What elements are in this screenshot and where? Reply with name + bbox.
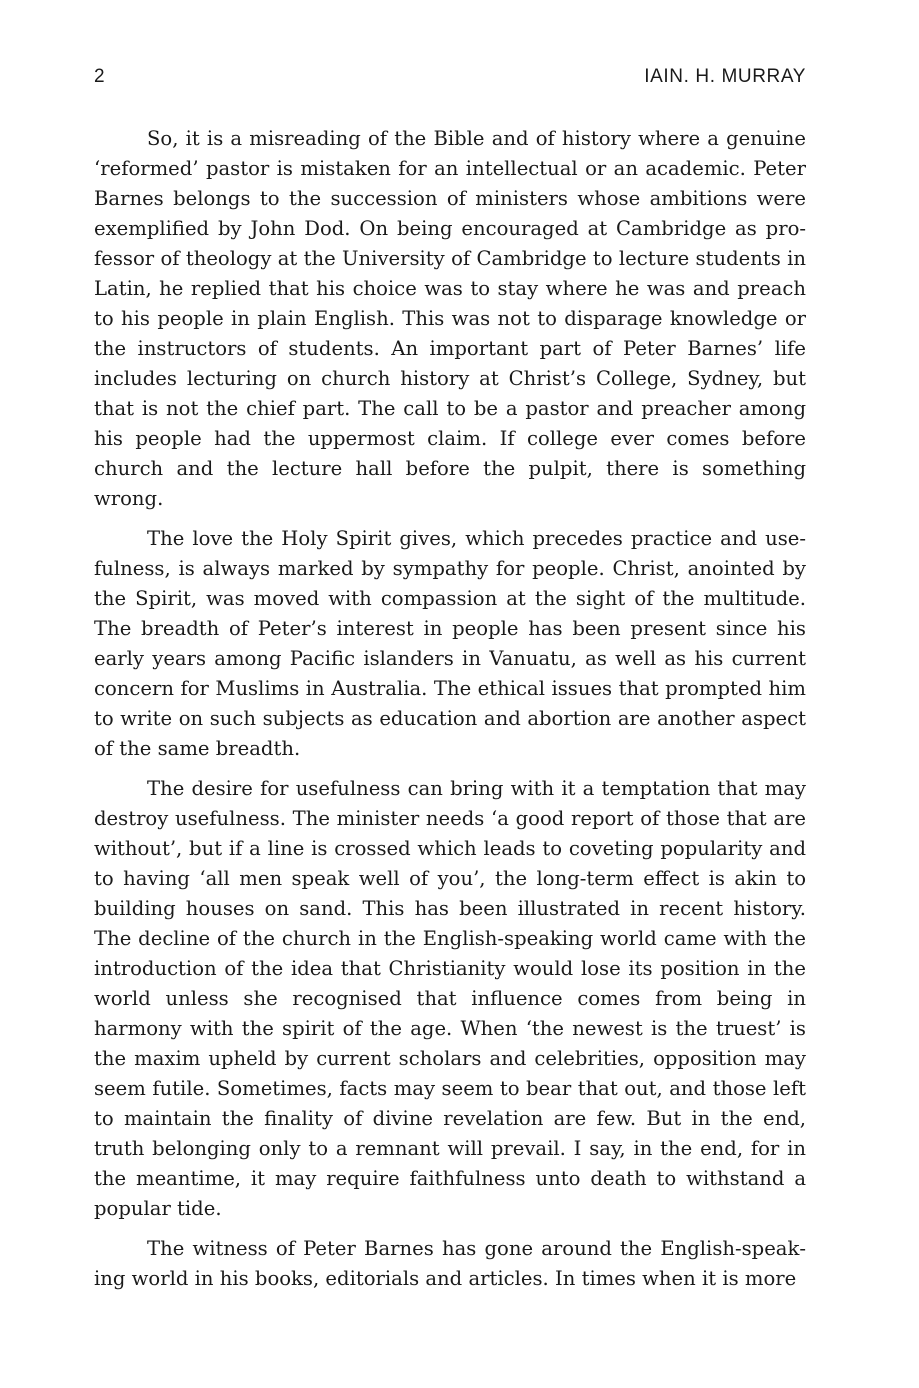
paragraph: The desire for usefulness can bring with it a temptation that may destroy usefulness. The minister needs ‘a good report of those that are without’, but if a line is crossed which leads to coveting popularity and to having ‘all men speak well of you’, the long-term effect is akin to building houses on sand. This has been illustrated in recent history. The decline of the church in the English-speaking world came with the introduction of the idea that Christianity would lose its position in the world unless she recognised that influence comes from being in harmony with the spirit of the age. When ‘the newest is the truest’ is the maxim upheld by current scholars and celebrities, opposition may seem futile. Sometimes, facts may seem to bear that out, and those left to maintain the finality of divine revelation are few. But in the end, truth belonging only to a remnant will prevail. I say, in the end, for in the meantime, it may require faithfulness unto death to withstand a popular tide.: [94, 777, 806, 1220]
paragraph: The witness of Peter Barnes has gone around the English-speaking world in his books, editorials and articles. In times when it is more: [94, 1237, 806, 1290]
paragraph: The love the Holy Spirit gives, which precedes practice and usefulness, is always marked by sympathy for people. Christ, anointed by the Spirit, was moved with compassion at the sight of the multitude. The breadth of Peter’s interest in people has been present since his early years among Pacific islanders in Vanuatu, as well as his current concern for Muslims in Australia. The ethical issues that prompted him to write on such subjects as education and abortion are another aspect of the same breadth.: [94, 527, 806, 760]
running-head: [94, 66, 806, 94]
running-title: IAIN. H. MURRAY: [644, 66, 806, 87]
page-number: 2: [94, 66, 106, 87]
paragraph: So, it is a misreading of the Bible and of history where a genuine ‘reformed’ pastor is mistaken for an intellectual or an academic. Peter Barnes belongs to the succession of ministers whose ambitions were exemplified by John Dod. On being encouraged at Cambridge as professor of theology at the University of Cambridge to lecture students in Latin, he replied that his choice was to stay where he was and preach to his people in plain English. This was not to disparage knowledge or the instructors of students. An important part of Peter Barnes’ life includes lecturing on church history at Christ’s College, Sydney, but that is not the chief part. The call to be a pastor and preacher among his people had the uppermost claim. If college ever comes before church and the lecture hall before the pulpit, there is something wrong.: [94, 127, 806, 510]
body-text: [94, 124, 806, 1304]
